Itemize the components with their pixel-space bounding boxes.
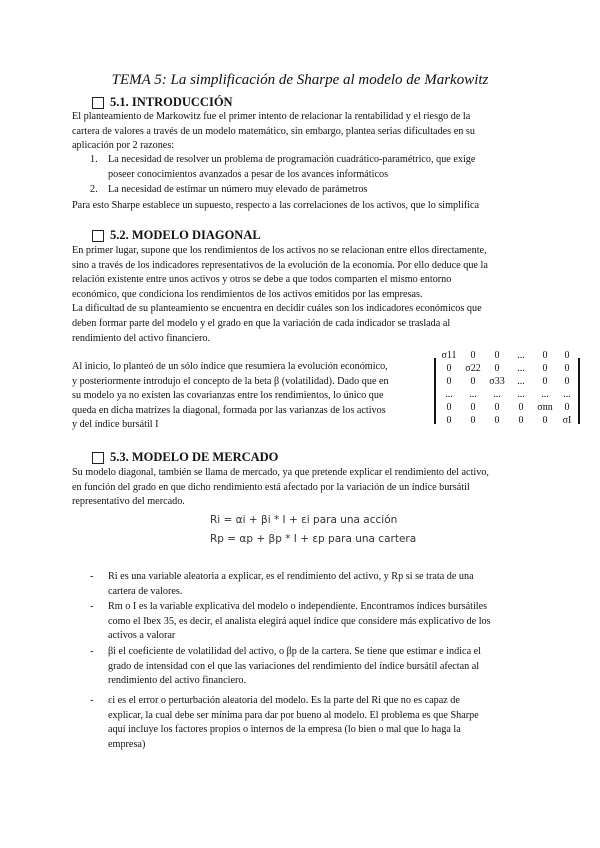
text-line: εi es el error o perturbación aleatoria del modelo. Es la parte del Ri que no es capaz de xyxy=(108,695,460,706)
text-line: aplicación por 2 razones: xyxy=(72,140,175,152)
section-heading-modelo-de-mercado xyxy=(92,450,278,465)
text-line: aquí incluye los factores propios o internos de la empresa (lo bien o mal que lo haga la xyxy=(108,724,461,736)
text-line: en función del grado en que dicho rendimiento está afectado por la variación de un índice bursátil xyxy=(72,481,470,493)
matrix-bracket-left xyxy=(434,358,436,424)
matrix-cell: 0 xyxy=(564,350,570,361)
text-line: Su modelo diagonal, también se llama de mercado, ya que pretende explicar el rendimiento del activo, xyxy=(72,467,489,478)
text-line: empresa) xyxy=(108,738,146,750)
text-line: activos a valorar xyxy=(108,630,176,642)
matrix-cell: 0 xyxy=(446,363,452,374)
matrix-cell: σ22 xyxy=(465,363,481,374)
text-line: Al inicio, lo planteó de un sólo índice que resumiera la evolución económico, xyxy=(72,361,388,372)
text-line: La dificultad de su planteamiento se encuentra en decidir cuáles son los indicadores económicos que xyxy=(72,303,482,315)
matrix-cell: 0 xyxy=(564,402,570,413)
matrix-cell: σ11 xyxy=(441,350,457,361)
formula-accion: Ri = αi + βi * I + εi para una acción xyxy=(210,514,398,526)
matrix-cell: ... xyxy=(469,389,477,400)
bullet-dash: - xyxy=(90,646,94,657)
text-line: En primer lugar, supone que los rendimientos de los activos no se relacionan entre ellos directamente, xyxy=(72,245,487,256)
list-item xyxy=(108,570,528,599)
matrix-cell: 0 xyxy=(542,415,548,426)
matrix-cell: 0 xyxy=(470,376,476,387)
matrix-cell: 0 xyxy=(494,350,500,361)
matrix-cell: 0 xyxy=(518,402,524,413)
list-number: 1. xyxy=(90,154,98,165)
text-line: y posteriormente introdujo el concepto de la beta β (volatilidad). Dado que en xyxy=(72,375,389,387)
text-line: Ri es una variable aleatoria a explicar, es el rendimiento del activo, y Rp si se trata de una xyxy=(108,571,474,582)
text-line: cartera de valores a través de un modelo matemático, sin embargo, plantea serias dificultades en su xyxy=(72,125,475,137)
text-line: poseer conocimientos avanzados a pesar de los avances informáticos xyxy=(108,168,389,180)
text-line: económico, que condiciona los rendimientos de los activos emitidos por las empresas. xyxy=(72,288,423,300)
matrix-cell: 0 xyxy=(542,363,548,374)
paragraph xyxy=(72,360,422,433)
checkbox-icon xyxy=(92,97,104,109)
text-line: sino a través de los indicadores representativos de la evolución de la economía. Por ello deduce que la xyxy=(72,259,488,271)
matrix-cell: 0 xyxy=(446,415,452,426)
matrix-cell: σ33 xyxy=(489,376,505,387)
text-line: Rm o I es la variable explicativa del modelo o independiente. Encontramos índices bursátiles xyxy=(108,601,488,612)
matrix-cell: 0 xyxy=(494,363,500,374)
text-line: rendimiento del activo financiero. xyxy=(108,675,247,687)
text-line: cartera de valores. xyxy=(108,585,183,597)
text-line: βi el coeficiente de volatilidad del activo, o βp de la cartera. Se tiene que estimar e indica el xyxy=(108,646,481,657)
text-line: grado de intensidad con el que las variaciones del rendimiento del índice bursátil afectan al xyxy=(108,660,480,672)
bullet-dash: - xyxy=(90,601,94,612)
matrix-bracket-right xyxy=(578,358,580,424)
matrix-cell: ... xyxy=(517,363,525,374)
text-line: La necesidad de estimar un número muy elevado de parámetros xyxy=(108,184,368,195)
matrix-cell: 0 xyxy=(494,415,500,426)
matrix-cell: 0 xyxy=(470,415,476,426)
text-line: relación existente entre unos activos y otros se debe a que todos comparten el mismo entorno xyxy=(72,274,452,286)
matrix-cell: 0 xyxy=(542,350,548,361)
matrix-cell: 0 xyxy=(446,376,452,387)
list-item xyxy=(108,183,528,198)
section-heading-modelo-diagonal xyxy=(92,228,261,243)
text-line: queda en dicha matrizes la diagonal, formada por las varianzas de los activos xyxy=(72,404,386,416)
paragraph xyxy=(72,110,528,154)
matrix-cell: ... xyxy=(493,389,501,400)
paragraph xyxy=(72,244,528,346)
matrix-cell: 0 xyxy=(470,402,476,413)
checkbox-icon xyxy=(92,230,104,242)
list-item xyxy=(108,694,528,752)
matrix-cell: 0 xyxy=(494,402,500,413)
text-line: su modelo ya no existen las covarianzas entre los rendimientos, lo único que xyxy=(72,390,384,402)
matrix-cell: ... xyxy=(445,389,453,400)
list-item xyxy=(108,600,528,644)
text-line: como el Ibex 35, es decir, el analista elegirá aquel índice que considere más explicativo de los xyxy=(108,615,491,627)
paragraph: Para esto Sharpe establece un supuesto, respecto a las correlaciones de los activos, que lo simplifica xyxy=(72,200,480,211)
list-item xyxy=(108,645,528,689)
page-title: TEMA 5: La simplificación de Sharpe al modelo de Markowitz xyxy=(111,72,489,88)
text-line: rendimiento del activo financiero. xyxy=(72,332,211,344)
heading-text: 5.1. INTRODUCCIÓN xyxy=(110,95,233,109)
paragraph xyxy=(72,466,528,510)
checkbox-icon xyxy=(92,452,104,464)
matrix-cell: ... xyxy=(517,376,525,387)
matrix-cell: 0 xyxy=(446,402,452,413)
text-line: y del índice bursátil I xyxy=(72,419,159,431)
matrix-cell: 0 xyxy=(564,363,570,374)
text-line: El planteamiento de Markowitz fue el primer intento de relacionar la rentabilidad y el riesgo de la xyxy=(72,111,471,122)
section-heading-introduccion xyxy=(92,95,233,110)
matrix-cell: σI xyxy=(562,415,572,426)
matrix-cell: ... xyxy=(517,389,525,400)
matrix-cell: ... xyxy=(517,350,525,361)
matrix-cell: ... xyxy=(541,389,549,400)
text-line: deben formar parte del modelo y el grado en que la variación de cada indicador se traslada al xyxy=(72,317,451,329)
matrix-cell: σnn xyxy=(537,402,553,413)
text-line: La necesidad de resolver un problema de programación cuadrático-paramétrico, que exige xyxy=(108,154,476,165)
heading-text: 5.2. MODELO DIAGONAL xyxy=(110,228,261,242)
list-item xyxy=(108,153,528,182)
formula-cartera: Rp = αp + βp * I + εp para una cartera xyxy=(210,533,417,545)
matrix-cell: ... xyxy=(563,389,571,400)
covariance-matrix xyxy=(430,350,582,430)
text-line: representativo del mercado. xyxy=(72,496,185,508)
matrix-cell: 0 xyxy=(542,376,548,387)
list-number: 2. xyxy=(90,184,98,195)
bullet-dash: - xyxy=(90,571,94,582)
matrix-cell: 0 xyxy=(518,415,524,426)
bullet-dash: - xyxy=(90,695,94,706)
matrix-cell: 0 xyxy=(564,376,570,387)
heading-text: 5.3. MODELO DE MERCADO xyxy=(110,450,279,464)
text-line: explicar, la cual debe ser mínima para dar por bueno al modelo. El problema es que Sharpe xyxy=(108,709,479,721)
matrix-cell: 0 xyxy=(470,350,476,361)
